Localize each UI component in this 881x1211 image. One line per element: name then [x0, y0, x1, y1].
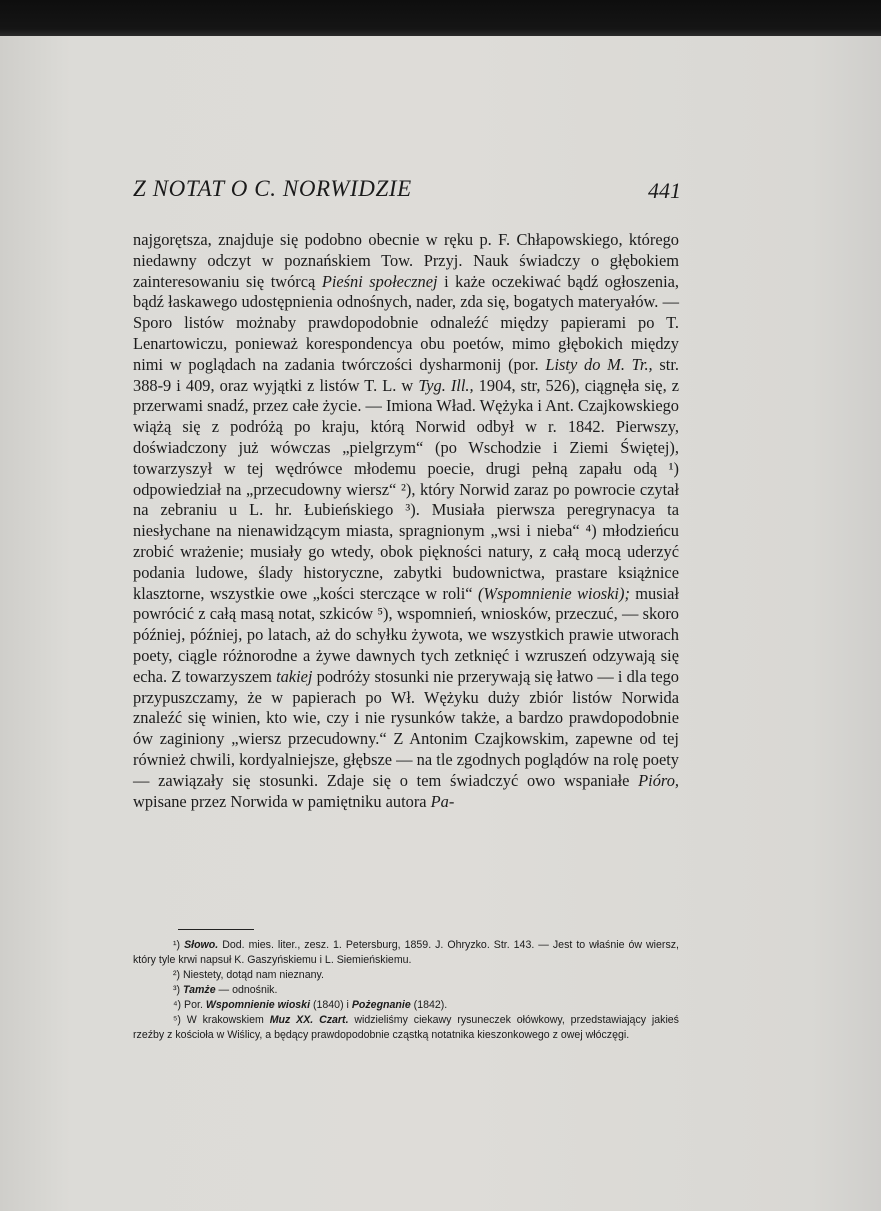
footnote-text: Dod. mies. liter., zesz. 1. Petersburg, 1859. J. Ohryzko. Str. 143. — Jest to właśnie ów wiersz, który tyle krwi napsuł K. Gaszyńskiemu i L. Siemieńskiemu. — [133, 939, 679, 966]
footnote-marker: ¹) — [173, 939, 181, 951]
footnote-italic: Słowo. — [184, 939, 219, 951]
body-paragraph — [133, 230, 679, 812]
main-text — [133, 230, 679, 812]
footnote-text: W krakowskiem — [180, 1014, 270, 1026]
body-italic-segment: Pióro, — [638, 770, 679, 790]
body-italic-segment: Pa- — [430, 791, 455, 811]
footnote-text: (1840) i — [310, 999, 352, 1011]
body-segment: wpisane przez Norwida w pamiętniku autora — [133, 791, 431, 811]
footnote-separator — [178, 929, 254, 930]
footnote-text: — odnośnik. — [215, 984, 278, 996]
footnote-marker: ²) — [173, 969, 181, 981]
body-italic-segment: Pieśni społecznej — [321, 271, 438, 291]
footnote-marker: ⁵) — [173, 1014, 181, 1026]
footnote-text: Niestety, dotąd nam nieznany. — [180, 969, 324, 981]
body-segment: podróży stosunki nie przerywają się łatwo — i dla tego przypuszczamy, że w papierach po Wł. Wężyku duży zbiór listów Norwida znaleźć się winien, kto wie, czy i nie rysunków także, a bardzo prawdopodobnie ów zaginiony „wiersz przecudowny.“ Z Antonim Czajkowskim, zapewne od tej również chwili, kordyalniejsze, głębsze — na tle zgodnych poglądów na rolę poety — zawiązały się stosunki. Zdaje się o tem świadczyć owo wspaniałe — [133, 666, 680, 790]
body-segment: musiał powrócić z całą masą notat, szkiców ⁵), wspomnień, wniosków, przeczuć, — skoro później, później, po latach, aż do schyłku żywota, we wszystkich prawie utworach poety, ciągle różnorodne a żywe dawnych tych zetknięć i wzruszeń odzywają się echa. Z towarzyszem — [133, 583, 680, 686]
running-title: Z NOTAT O C. NORWIDZIE — [133, 176, 412, 201]
running-header — [133, 176, 681, 216]
footnote-italic: Wspomnienie wioski — [205, 999, 311, 1011]
footnote-text: Por. — [181, 999, 206, 1011]
footnote-2 — [133, 968, 679, 983]
footnotes — [133, 938, 679, 1043]
footnote-3 — [133, 983, 679, 998]
body-italic-segment: Listy do M. Tr., — [545, 354, 653, 374]
page-number: 441 — [648, 178, 681, 203]
body-italic-segment: (Wspomnienie wioski); — [477, 583, 630, 603]
footnote-marker: ⁴) — [173, 999, 182, 1011]
footnote-text: widzieliśmy ciekawy rysuneczek ołówkowy, przedstawiający jakieś rzeźby z kościoła w Wiślicy, a będący prawdopodobnie cząstką notatnika kieszonkowego z owej włóczęgi. — [133, 1014, 679, 1041]
footnote-italic: Pożegnanie — [351, 999, 411, 1011]
footnote-italic: Muz XX. Czart. — [269, 1014, 349, 1026]
body-segment: najgorętsza, znajduje się podobno obecnie w ręku p. F. Chłapowskiego, którego niedawny odczyt w poznańskiem Tow. Przyj. Nauk świadczy o głębokiem zainteresowaniu się twórcą — [133, 230, 679, 291]
footnote-1 — [133, 938, 679, 968]
footnote-5 — [133, 1013, 679, 1043]
footnote-marker: ³) — [173, 984, 181, 996]
body-segment: i każe oczekiwać bądź ogłoszenia, bądź łaskawego udostępnienia odnośnych, nader, zda się, bogatych materyałów. — Sporo listów możnaby prawdopodobnie odnaleźć między papierami po T. Lenartowiczu, ponieważ korespondencya obu poetów, mimo głębokich między nimi w poglądach na zadania twórczości dysharmonij (por. — [133, 271, 679, 374]
body-segment: str. 388-9 i 409, oraz wyjątki z listów T. L. w — [133, 354, 680, 395]
scan-border-top — [0, 0, 881, 36]
footnote-text: (1842). — [410, 999, 448, 1011]
footnote-italic: Tamże — [183, 984, 216, 996]
body-italic-segment: takiej — [276, 666, 313, 686]
footnote-4 — [133, 998, 679, 1013]
body-italic-segment: Tyg. Ill., — [418, 375, 474, 395]
body-segment: 1904, str, 526), ciągnęła się, z przerwami snadź, przez całe życie. — Imiona Wład. Wężyka i Ant. Czajkowskiego wiążą się z podróżą po kraju, którą Norwid odbył w r. 1842. Pierwszy, doświadczony już wówczas „pielgrzym“ (po Wschodzie i Ziemi Świętej), towarzyszył w tej wędrówce młodemu poecie, drugi pełną zapału odą ¹) odpowiedział na „przecudowny wiersz“ ²), który Norwid zaraz po powrocie czytał na zebraniu u L. hr. Łubieńskiego ³). Musiała pierwsza peregrynacya ta niesłychane na nienawidzącym miasta, spragnionym „wsi i nieba“ ⁴) młodzieńcu zrobić wrażenie; musiały go wtedy, obok piękności natury, z całą mocą uderzyć podania ludowe, ślady historyczne, zabytki budownictwa, prastare książnice klasztorne, wszystkie owe „kości sterczące w roli“ — [133, 375, 680, 603]
